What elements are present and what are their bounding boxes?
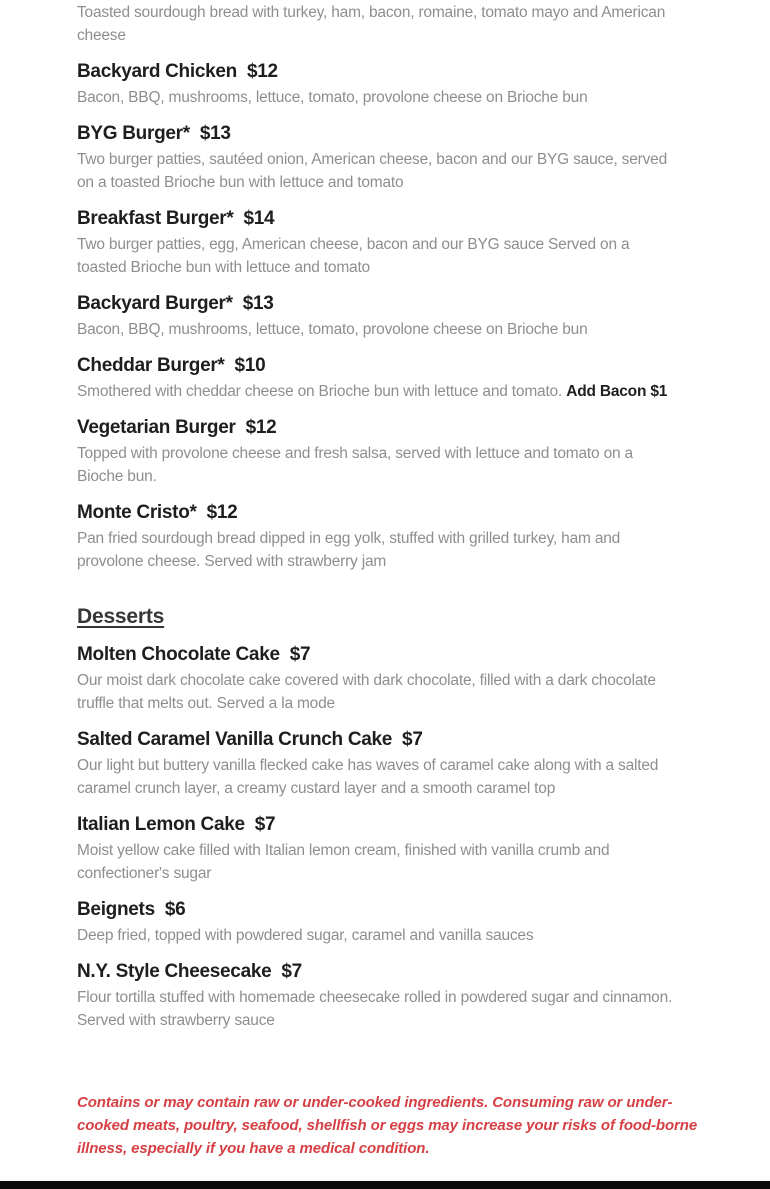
item-title — [77, 960, 677, 984]
item-title — [77, 416, 677, 440]
menu-item — [77, 501, 677, 573]
item-title — [77, 207, 677, 231]
item-name: Backyard Burger* — [77, 293, 233, 314]
item-description: Flour tortilla stuffed with homemade cheesecake rolled in powdered sugar and cinnamon. Served with strawberry sauce — [77, 989, 673, 1029]
item-name: Vegetarian Burger — [77, 417, 236, 438]
item-name: Molten Chocolate Cake — [77, 644, 280, 665]
item-title — [77, 292, 677, 316]
item-title — [77, 354, 677, 378]
menu-item — [77, 643, 677, 715]
item-description-text: Smothered with cheddar cheese on Brioche bun with lettuce and tomato. — [77, 383, 567, 400]
item-description-addon: Add Bacon $1 — [566, 383, 668, 400]
item-description — [77, 380, 677, 403]
item-title — [77, 898, 677, 922]
section-heading-desserts: Desserts — [77, 605, 165, 628]
menu-item — [77, 898, 677, 947]
menu-item — [77, 416, 677, 488]
item-name: BYG Burger* — [77, 123, 190, 144]
item-price: $13 — [242, 293, 274, 314]
item-name: Beignets — [77, 899, 155, 920]
item-price: $7 — [402, 729, 423, 750]
item-name: Breakfast Burger* — [77, 208, 234, 229]
menu-item — [77, 60, 677, 109]
item-price: $6 — [164, 899, 186, 920]
item-price: $7 — [281, 961, 302, 982]
item-name: Salted Caramel Vanilla Crunch Cake — [77, 729, 393, 750]
item-name: Monte Cristo* — [77, 502, 197, 523]
item-title — [77, 60, 677, 84]
item-title — [77, 501, 677, 525]
menu-item — [77, 292, 677, 341]
item-description: Two burger patties, egg, American cheese, bacon and our BYG sauce Served on a toasted Brioche bun with lettuce and tomato — [77, 236, 630, 276]
menu-item — [77, 122, 677, 194]
item-description: Bacon, BBQ, mushrooms, lettuce, tomato, provolone cheese on Brioche bun — [77, 89, 588, 106]
menu-document — [77, 1, 698, 1160]
item-name: Backyard Chicken — [77, 61, 237, 82]
item-description: Pan fried sourdough bread dipped in egg yolk, stuffed with grilled turkey, ham and provolone cheese. Served with strawberry jam — [77, 530, 621, 570]
item-title — [77, 122, 677, 146]
item-price: $7 — [289, 644, 311, 665]
item-price: $12 — [245, 417, 277, 438]
item-description: Two burger patties, sautéed onion, American cheese, bacon and our BYG sauce, served on a toasted Brioche bun with lettuce and tomato — [77, 151, 667, 191]
bottom-bar — [0, 1181, 770, 1189]
item-price: $14 — [243, 208, 275, 229]
item-price: $7 — [254, 814, 276, 835]
item-description: Our light but buttery vanilla flecked cake has waves of caramel cake along with a salted caramel crunch layer, a creamy custard layer and a smooth caramel top — [77, 757, 659, 797]
item-description: Deep fried, topped with powdered sugar, caramel and vanilla sauces — [77, 927, 534, 944]
menu-item — [77, 813, 677, 885]
item-description: Topped with provolone cheese and fresh salsa, served with lettuce and tomato on a Bioche bun. — [77, 445, 633, 485]
item-price: $12 — [206, 502, 238, 523]
item-description: Our moist dark chocolate cake covered with dark chocolate, filled with a dark chocolate truffle that melts out. Served a la mode — [77, 672, 656, 712]
menu-item — [77, 960, 677, 1032]
item-title — [77, 813, 677, 837]
item-title — [77, 643, 677, 667]
item-name: N.Y. Style Cheesecake — [77, 961, 272, 982]
item-price: $10 — [234, 355, 266, 376]
menu-item — [77, 728, 677, 800]
item-price: $12 — [246, 61, 278, 82]
item-name: Cheddar Burger* — [77, 355, 225, 376]
intro-item-description: Toasted sourdough bread with turkey, ham, bacon, romaine, tomato mayo and American cheese — [77, 4, 666, 44]
item-description: Bacon, BBQ, mushrooms, lettuce, tomato, provolone cheese on Brioche bun — [77, 321, 588, 338]
item-name: Italian Lemon Cake — [77, 814, 245, 835]
allergy-disclaimer: Contains or may contain raw or under-cooked ingredients. Consuming raw or under-cooked meats, poultry, seafood, shellfish or eggs may increase your risks of food-borne illness, especially if you have a medical condition. — [77, 1094, 698, 1157]
item-title — [77, 728, 677, 752]
item-price: $13 — [199, 123, 231, 144]
menu-item — [77, 354, 677, 403]
menu-item — [77, 207, 677, 279]
item-description: Moist yellow cake filled with Italian lemon cream, finished with vanilla crumb and confectioner's sugar — [77, 842, 610, 882]
